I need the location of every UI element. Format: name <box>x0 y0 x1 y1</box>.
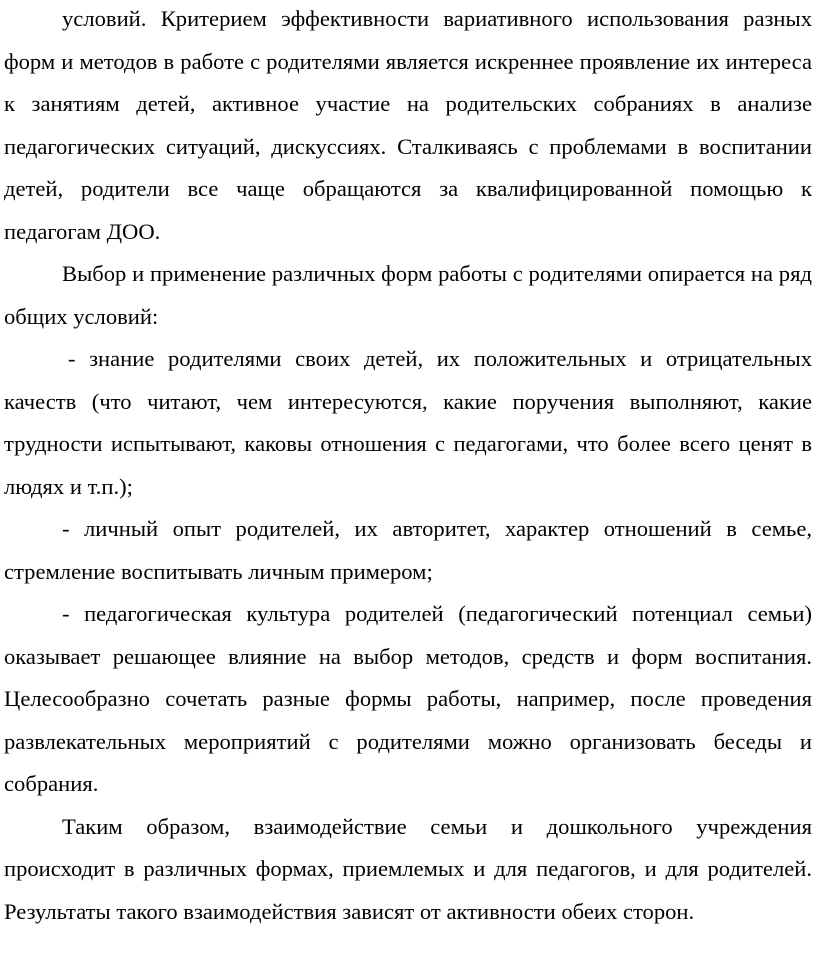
paragraph-continuation: условий. Критерием эффективности вариативного использования разных форм и методов в работе с родителями является искреннее проявление их интереса к занятиям детей, активное участие на родительских собраниях в анализе педагогических ситуаций, дискуссиях. Сталкиваясь с проблемами в воспитании детей, родители все чаще обращаются за квалифицированной помощью к педагогам ДОО. <box>4 6 812 244</box>
paragraph-forms-choice: Выбор и применение различных форм работы с родителями опирается на ряд общих условий: <box>4 261 812 329</box>
list-item-culture: - педагогическая культура родителей (педагогический потенциал семьи) оказывает решающее влияние на выбор методов, средств и форм воспитания. Целесообразно сочетать разные формы работы, например, после проведения развлекательных мероприятий с родителями можно организовать беседы и собрания. <box>4 601 812 796</box>
list-item-experience: - личный опыт родителей, их авторитет, характер отношений в семье, стремление воспитывать личным примером; <box>4 516 812 584</box>
paragraph-conclusion: Таким образом, взаимодействие семьи и дошкольного учреждения происходит в различных формах, приемлемых и для педагогов, и для родителей. Результаты такого взаимодействия зависят от активности обеих сторон. <box>4 813 812 924</box>
list-item-knowledge: - знание родителями своих детей, их положительных и отрицательных качеств (что читают, чем интересуются, какие поручения выполняют, какие трудности испытывают, каковы отношения с педагогами, что более всего ценят в людях и т.п.); <box>4 346 812 499</box>
